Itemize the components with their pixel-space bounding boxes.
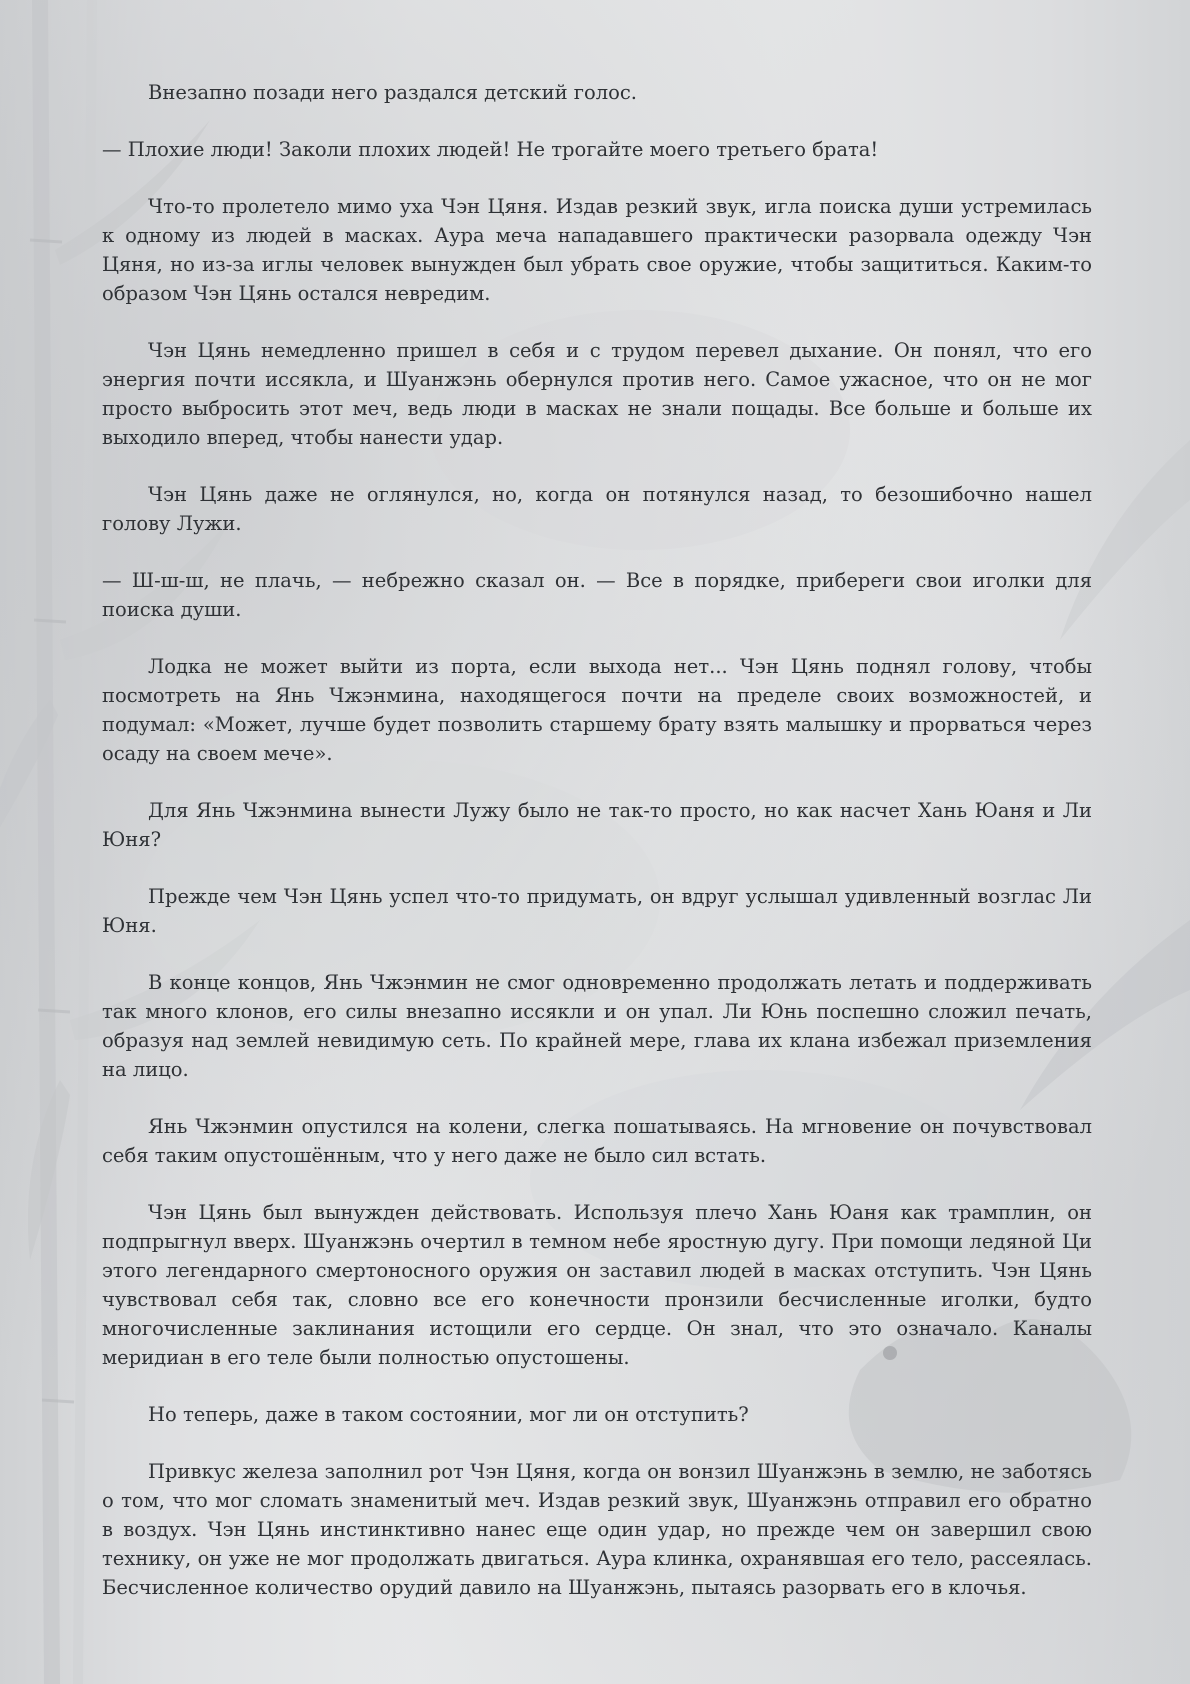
paragraph: Что-то пролетело мимо уха Чэн Цяня. Издав резкий звук, игла поиска души устремилась к одному из людей в масках. Аура меча нападавшего практически разорвала одежду Чэн Цяня, но из-за иглы человек вынужден был убрать свое оружие, чтобы защититься. Каким-то образом Чэн Цянь остался невредим. <box>102 195 1092 305</box>
bamboo-stalk-left <box>40 0 52 1684</box>
paragraph: Чэн Цянь даже не оглянулся, но, когда он потянулся назад, то безошибочно нашел голову Лужи. <box>102 483 1092 535</box>
paragraph: Янь Чжэнмин опустился на колени, слегка пошатываясь. На мгновение он почувствовал себя таким опустошённым, что у него даже не было сил встать. <box>102 1115 1092 1167</box>
paragraph: Привкус железа заполнил рот Чэн Цяня, когда он вонзил Шуанжэнь в землю, не заботясь о том, что мог сломать знаменитый меч. Издав резкий звук, Шуанжэнь отправил его обратно в воздух. Чэн Цянь инстинктивно нанес еще один удар, но прежде чем он завершил свою технику, он уже не мог продолжать двигаться. Аура клинка, охранявшая его тело, рассеялась. Бесчисленное количество орудий давило на Шуанжэнь, пытаясь разорвать его в клочья. <box>102 1460 1092 1599</box>
paragraph: Но теперь, даже в таком состоянии, мог ли он отступить? <box>148 1403 749 1426</box>
paragraph: Лодка не может выйти из порта, если выхода нет... Чэн Цянь поднял голову, чтобы посмотреть на Янь Чжэнмина, находящегося почти на пределе своих возможностей, и подумал: «Может, лучше будет позволить старшему брату взять малышку и прорваться через осаду на своем мече». <box>102 655 1092 765</box>
paragraph: Для Янь Чжэнмина вынести Лужу было не так-то просто, но как насчет Хань Юаня и Ли Юня? <box>102 799 1092 851</box>
paragraph-dialog: — Ш-ш-ш, не плачь, — небрежно сказал он. — Все в порядке, прибереги свои иголки для поиска души. <box>102 569 1092 621</box>
paragraph: Чэн Цянь немедленно пришел в себя и с трудом перевел дыхание. Он понял, что его энергия почти иссякла, и Шуанжэнь обернулся против него. Самое ужасное, что он не мог просто выбросить этот меч, ведь люди в масках не знали пощады. Все больше и больше их выходило вперед, чтобы нанести удар. <box>102 339 1092 449</box>
paragraph: В конце концов, Янь Чжэнмин не смог одновременно продолжать летать и поддерживать так много клонов, его силы внезапно иссякли и он упал. Ли Юнь поспешно сложил печать, образуя над землей невидимую сеть. По крайней мере, глава их клана избежал приземления на лицо. <box>102 971 1092 1081</box>
paragraph: Внезапно позади него раздался детский голос. <box>148 81 637 104</box>
paragraph-dialog: — Плохие люди! Заколи плохих людей! Не трогайте моего третьего брата! <box>102 138 879 161</box>
text-column <box>102 78 1092 1630</box>
paragraph: Чэн Цянь был вынужден действовать. Используя плечо Хань Юаня как трамплин, он подпрыгнул вверх. Шуанжэнь очертил в темном небе яростную дугу. При помощи ледяной Ци этого легендарного смертоносного оружия он заставил людей в масках отступить. Чэн Цянь чувствовал себя так, словно все его конечности пронзили бесчисленные иголки, будто многочисленные заклинания истощили его сердце. Он знал, что это означало. Каналы меридиан в его теле были полностью опустошены. <box>102 1201 1092 1369</box>
paragraph: Прежде чем Чэн Цянь успел что-то придумать, он вдруг услышал удивленный возглас Ли Юня. <box>102 885 1092 937</box>
